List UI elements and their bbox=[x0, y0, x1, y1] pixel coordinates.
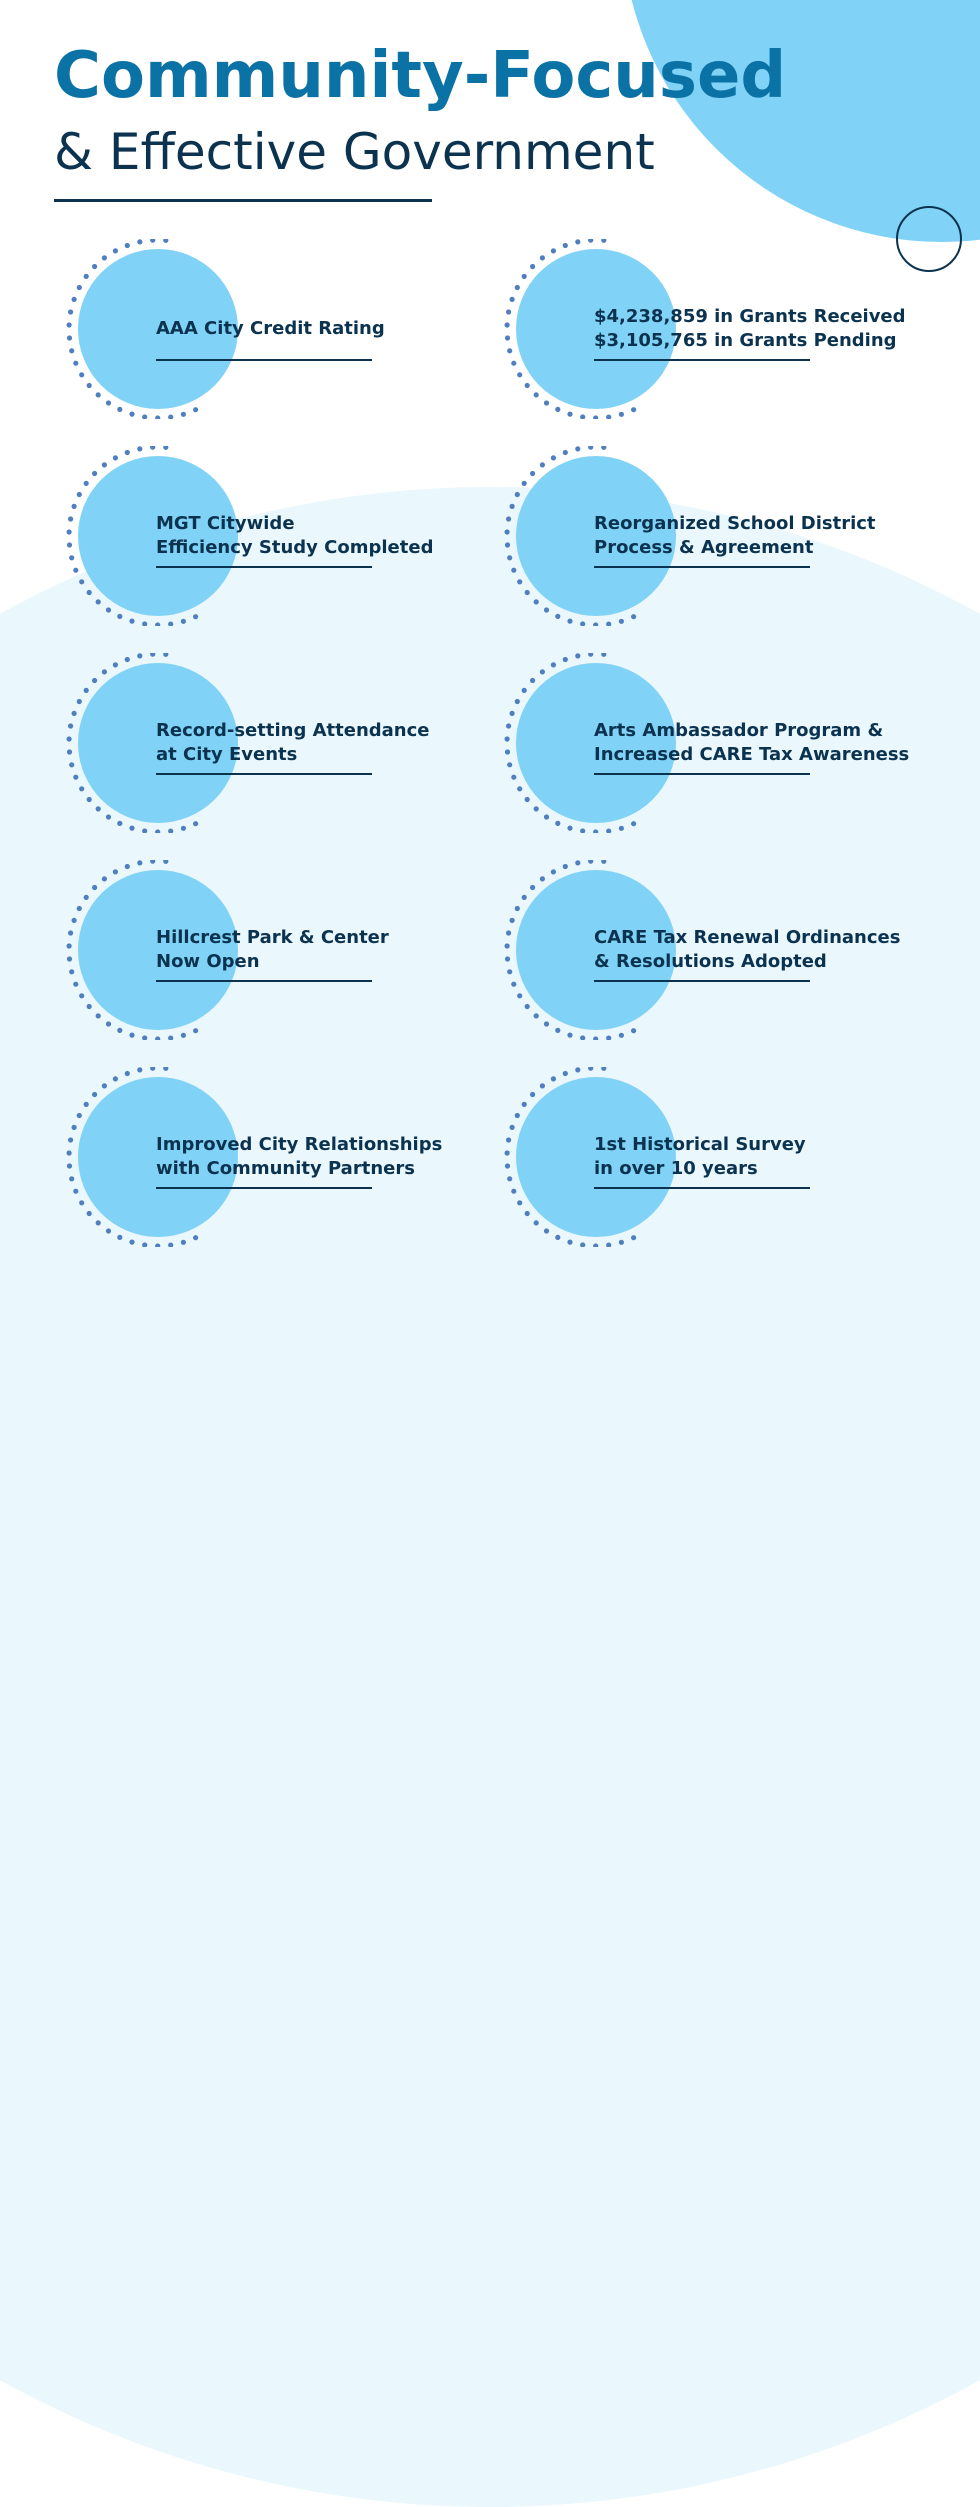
arc-dot bbox=[142, 1242, 147, 1247]
page-subtitle: & Effective Government bbox=[54, 123, 655, 181]
arc-dot bbox=[525, 383, 530, 388]
achievement-text: $4,238,859 in Grants Received $3,105,765 in Grants Pending bbox=[594, 306, 906, 351]
arc-dot bbox=[505, 529, 510, 534]
achievement-text: Record-setting Attendance at City Events bbox=[156, 720, 430, 765]
arc-dot bbox=[567, 1240, 572, 1245]
arc-dot bbox=[129, 1033, 134, 1038]
arc-dot bbox=[515, 492, 520, 497]
arc-dot bbox=[67, 749, 72, 754]
achievement-underline bbox=[594, 773, 810, 775]
arc-dot bbox=[84, 688, 89, 693]
arc-dot bbox=[506, 516, 511, 521]
arc-dot bbox=[510, 918, 515, 923]
arc-dot bbox=[540, 462, 545, 467]
achievement-card bbox=[500, 239, 940, 419]
arc-dot bbox=[551, 869, 556, 874]
achievement-text: Reorganized School District Process & Agreement bbox=[594, 513, 876, 558]
arc-dot bbox=[150, 653, 155, 657]
arc-dot bbox=[555, 821, 560, 826]
arc-dot bbox=[511, 775, 516, 780]
arc-dot bbox=[96, 806, 101, 811]
arc-dot bbox=[72, 297, 77, 302]
arc-dot bbox=[79, 993, 84, 998]
arc-dot bbox=[540, 876, 545, 881]
arc-dot bbox=[507, 1176, 512, 1181]
arc-dot bbox=[551, 1076, 556, 1081]
arc-dot bbox=[67, 736, 72, 741]
arc-dot bbox=[544, 400, 549, 405]
achievement-card bbox=[500, 860, 940, 1040]
arc-dot bbox=[129, 619, 134, 624]
arc-dot bbox=[517, 1200, 522, 1205]
arc-dot bbox=[113, 1076, 118, 1081]
arc-dot bbox=[530, 678, 535, 683]
arc-dot bbox=[73, 982, 78, 987]
arc-dot bbox=[505, 322, 510, 327]
arc-dot bbox=[92, 264, 97, 269]
arc-dot bbox=[73, 361, 78, 366]
arc-dot bbox=[150, 1067, 155, 1071]
arc-dot bbox=[525, 797, 530, 802]
arc-dot bbox=[129, 1240, 134, 1245]
arc-dot bbox=[588, 1067, 593, 1071]
arc-dot bbox=[79, 1200, 84, 1205]
arc-dot bbox=[515, 1113, 520, 1118]
arc-dot bbox=[77, 906, 82, 911]
achievement-underline bbox=[156, 359, 372, 361]
arc-dot bbox=[551, 662, 556, 667]
arc-dot bbox=[544, 1021, 549, 1026]
achievement-card bbox=[62, 446, 502, 626]
arc-dot bbox=[517, 372, 522, 377]
arc-dot bbox=[84, 481, 89, 486]
arc-dot bbox=[150, 860, 155, 864]
arc-dot bbox=[505, 736, 510, 741]
arc-dot bbox=[102, 255, 107, 260]
arc-dot bbox=[106, 1021, 111, 1026]
arc-dot bbox=[106, 400, 111, 405]
arc-dot bbox=[534, 806, 539, 811]
arc-dot bbox=[580, 1035, 585, 1040]
arc-dot bbox=[575, 860, 580, 865]
arc-dot bbox=[96, 1013, 101, 1018]
arc-dot bbox=[73, 1189, 78, 1194]
arc-dot bbox=[563, 1071, 568, 1076]
achievement-card bbox=[500, 653, 940, 833]
arc-dot bbox=[507, 555, 512, 560]
arc-dot bbox=[540, 255, 545, 260]
achievement-text: AAA City Credit Rating bbox=[156, 318, 385, 339]
arc-dot bbox=[67, 943, 72, 948]
arc-dot bbox=[117, 1028, 122, 1033]
achievement-underline bbox=[594, 566, 810, 568]
achievement-underline bbox=[156, 980, 372, 982]
achievement-card bbox=[500, 446, 940, 626]
arc-dot bbox=[96, 392, 101, 397]
arc-dot bbox=[87, 797, 92, 802]
arc-dot bbox=[87, 1004, 92, 1009]
arc-dot bbox=[510, 504, 515, 509]
arc-dot bbox=[575, 239, 580, 244]
arc-dot bbox=[525, 1211, 530, 1216]
arc-dot bbox=[142, 1035, 147, 1040]
arc-dot bbox=[67, 335, 72, 340]
arc-dot bbox=[517, 579, 522, 584]
arc-dot bbox=[588, 653, 593, 657]
arc-dot bbox=[510, 711, 515, 716]
arc-dot bbox=[563, 450, 568, 455]
arc-dot bbox=[505, 749, 510, 754]
arc-dot bbox=[525, 1004, 530, 1009]
arc-dot bbox=[150, 239, 155, 243]
arc-dot bbox=[113, 662, 118, 667]
arc-dot bbox=[517, 786, 522, 791]
arc-dot bbox=[67, 529, 72, 534]
arc-dot bbox=[72, 918, 77, 923]
arc-dot bbox=[69, 1176, 74, 1181]
arc-dot bbox=[79, 579, 84, 584]
arc-dot bbox=[555, 1235, 560, 1240]
arc-dot bbox=[517, 993, 522, 998]
arc-dot bbox=[77, 1113, 82, 1118]
arc-dot bbox=[522, 688, 527, 693]
arc-dot bbox=[580, 1242, 585, 1247]
arc-dot bbox=[129, 412, 134, 417]
arc-dot bbox=[96, 1220, 101, 1225]
arc-dot bbox=[137, 860, 142, 865]
arc-dot bbox=[544, 607, 549, 612]
page-title: Community-Focused bbox=[54, 39, 787, 113]
arc-dot bbox=[106, 814, 111, 819]
arc-dot bbox=[125, 657, 130, 662]
arc-dot bbox=[68, 309, 73, 314]
arc-dot bbox=[87, 383, 92, 388]
arc-dot bbox=[555, 614, 560, 619]
arc-dot bbox=[563, 657, 568, 662]
arc-dot bbox=[540, 1083, 545, 1088]
arc-dot bbox=[563, 864, 568, 869]
achievement-underline bbox=[156, 566, 372, 568]
arc-dot bbox=[92, 471, 97, 476]
arc-dot bbox=[505, 1150, 510, 1155]
arc-dot bbox=[534, 1013, 539, 1018]
arc-dot bbox=[67, 322, 72, 327]
arc-dot bbox=[551, 455, 556, 460]
arc-dot bbox=[72, 711, 77, 716]
arc-dot bbox=[72, 504, 77, 509]
achievement-text: 1st Historical Survey in over 10 years bbox=[594, 1134, 806, 1179]
arc-dot bbox=[67, 1163, 72, 1168]
arc-dot bbox=[511, 982, 516, 987]
arc-dot bbox=[68, 723, 73, 728]
arc-dot bbox=[142, 621, 147, 626]
arc-dot bbox=[575, 446, 580, 451]
arc-dot bbox=[84, 274, 89, 279]
arc-dot bbox=[575, 653, 580, 658]
arc-dot bbox=[505, 1163, 510, 1168]
arc-dot bbox=[588, 239, 593, 243]
arc-dot bbox=[522, 895, 527, 900]
arc-dot bbox=[575, 1067, 580, 1072]
achievement-underline bbox=[594, 1187, 810, 1189]
arc-dot bbox=[588, 446, 593, 450]
arc-dot bbox=[72, 1125, 77, 1130]
achievement-underline bbox=[156, 1187, 372, 1189]
arc-dot bbox=[506, 309, 511, 314]
achievement-card bbox=[62, 653, 502, 833]
achievement-card bbox=[62, 1067, 502, 1247]
arc-dot bbox=[79, 372, 84, 377]
arc-dot bbox=[69, 348, 74, 353]
arc-dot bbox=[507, 348, 512, 353]
arc-dot bbox=[544, 1228, 549, 1233]
arc-dot bbox=[125, 243, 130, 248]
arc-dot bbox=[555, 1028, 560, 1033]
arc-dot bbox=[69, 969, 74, 974]
achievement-underline bbox=[594, 359, 810, 361]
arc-dot bbox=[522, 481, 527, 486]
arc-dot bbox=[505, 335, 510, 340]
arc-dot bbox=[563, 243, 568, 248]
arc-dot bbox=[125, 1071, 130, 1076]
arc-dot bbox=[102, 462, 107, 467]
arc-dot bbox=[505, 956, 510, 961]
arc-dot bbox=[137, 239, 142, 244]
arc-dot bbox=[92, 678, 97, 683]
arc-dot bbox=[68, 516, 73, 521]
achievement-text: Hillcrest Park & Center Now Open bbox=[156, 927, 389, 972]
arc-dot bbox=[137, 1067, 142, 1072]
arc-dot bbox=[106, 607, 111, 612]
achievement-text: MGT Citywide Efficiency Study Completed bbox=[156, 513, 434, 558]
arc-dot bbox=[68, 930, 73, 935]
arc-dot bbox=[117, 614, 122, 619]
achievement-card bbox=[62, 860, 502, 1040]
arc-dot bbox=[567, 826, 572, 831]
arc-dot bbox=[87, 590, 92, 595]
arc-dot bbox=[77, 492, 82, 497]
arc-dot bbox=[510, 1125, 515, 1130]
arc-dot bbox=[68, 1137, 73, 1142]
arc-dot bbox=[69, 555, 74, 560]
arc-dot bbox=[117, 407, 122, 412]
arc-dot bbox=[79, 786, 84, 791]
arc-dot bbox=[534, 1220, 539, 1225]
arc-dot bbox=[507, 762, 512, 767]
arc-dot bbox=[507, 969, 512, 974]
arc-dot bbox=[580, 414, 585, 419]
achievement-card bbox=[62, 239, 502, 419]
arc-dot bbox=[555, 407, 560, 412]
arc-dot bbox=[515, 285, 520, 290]
arc-dot bbox=[106, 1228, 111, 1233]
arc-dot bbox=[510, 297, 515, 302]
arc-dot bbox=[96, 599, 101, 604]
arc-dot bbox=[77, 285, 82, 290]
arc-dot bbox=[551, 248, 556, 253]
arc-dot bbox=[67, 956, 72, 961]
arc-dot bbox=[113, 455, 118, 460]
arc-dot bbox=[522, 274, 527, 279]
arc-dot bbox=[505, 542, 510, 547]
arc-dot bbox=[522, 1102, 527, 1107]
achievement-underline bbox=[156, 773, 372, 775]
arc-dot bbox=[567, 1033, 572, 1038]
achievement-card bbox=[500, 1067, 940, 1247]
achievement-underline bbox=[594, 980, 810, 982]
arc-dot bbox=[87, 1211, 92, 1216]
arc-dot bbox=[511, 1189, 516, 1194]
arc-dot bbox=[117, 821, 122, 826]
achievement-text: Improved City Relationships with Community Partners bbox=[156, 1134, 443, 1179]
arc-dot bbox=[77, 699, 82, 704]
arc-dot bbox=[506, 1137, 511, 1142]
arc-dot bbox=[534, 599, 539, 604]
arc-dot bbox=[92, 1092, 97, 1097]
arc-dot bbox=[125, 864, 130, 869]
arc-dot bbox=[580, 621, 585, 626]
arc-dot bbox=[515, 906, 520, 911]
arc-dot bbox=[544, 814, 549, 819]
arc-dot bbox=[84, 895, 89, 900]
arc-dot bbox=[102, 669, 107, 674]
arc-dot bbox=[137, 653, 142, 658]
arc-dot bbox=[567, 412, 572, 417]
arc-dot bbox=[588, 860, 593, 864]
arc-dot bbox=[505, 943, 510, 948]
title-underline bbox=[54, 199, 432, 202]
arc-dot bbox=[511, 361, 516, 366]
arc-dot bbox=[540, 669, 545, 674]
arc-dot bbox=[150, 446, 155, 450]
achievement-text: CARE Tax Renewal Ordinances & Resolutions Adopted bbox=[594, 927, 901, 972]
arc-dot bbox=[129, 826, 134, 831]
arc-dot bbox=[67, 542, 72, 547]
arc-dot bbox=[102, 876, 107, 881]
arc-dot bbox=[580, 828, 585, 833]
arc-dot bbox=[530, 264, 535, 269]
arc-dot bbox=[113, 869, 118, 874]
arc-dot bbox=[69, 762, 74, 767]
arc-dot bbox=[506, 723, 511, 728]
arc-dot bbox=[84, 1102, 89, 1107]
arc-dot bbox=[102, 1083, 107, 1088]
arc-dot bbox=[534, 392, 539, 397]
arc-dot bbox=[137, 446, 142, 451]
arc-dot bbox=[73, 568, 78, 573]
arc-dot bbox=[515, 699, 520, 704]
arc-dot bbox=[125, 450, 130, 455]
arc-dot bbox=[113, 248, 118, 253]
arc-dot bbox=[67, 1150, 72, 1155]
arc-dot bbox=[567, 619, 572, 624]
arc-dot bbox=[530, 885, 535, 890]
arc-dot bbox=[506, 930, 511, 935]
arc-dot bbox=[92, 885, 97, 890]
arc-dot bbox=[511, 568, 516, 573]
arc-dot bbox=[117, 1235, 122, 1240]
arc-dot bbox=[525, 590, 530, 595]
arc-dot bbox=[142, 828, 147, 833]
achievement-text: Arts Ambassador Program & Increased CARE Tax Awareness bbox=[594, 720, 910, 765]
arc-dot bbox=[530, 1092, 535, 1097]
arc-dot bbox=[530, 471, 535, 476]
arc-dot bbox=[73, 775, 78, 780]
arc-dot bbox=[142, 414, 147, 419]
